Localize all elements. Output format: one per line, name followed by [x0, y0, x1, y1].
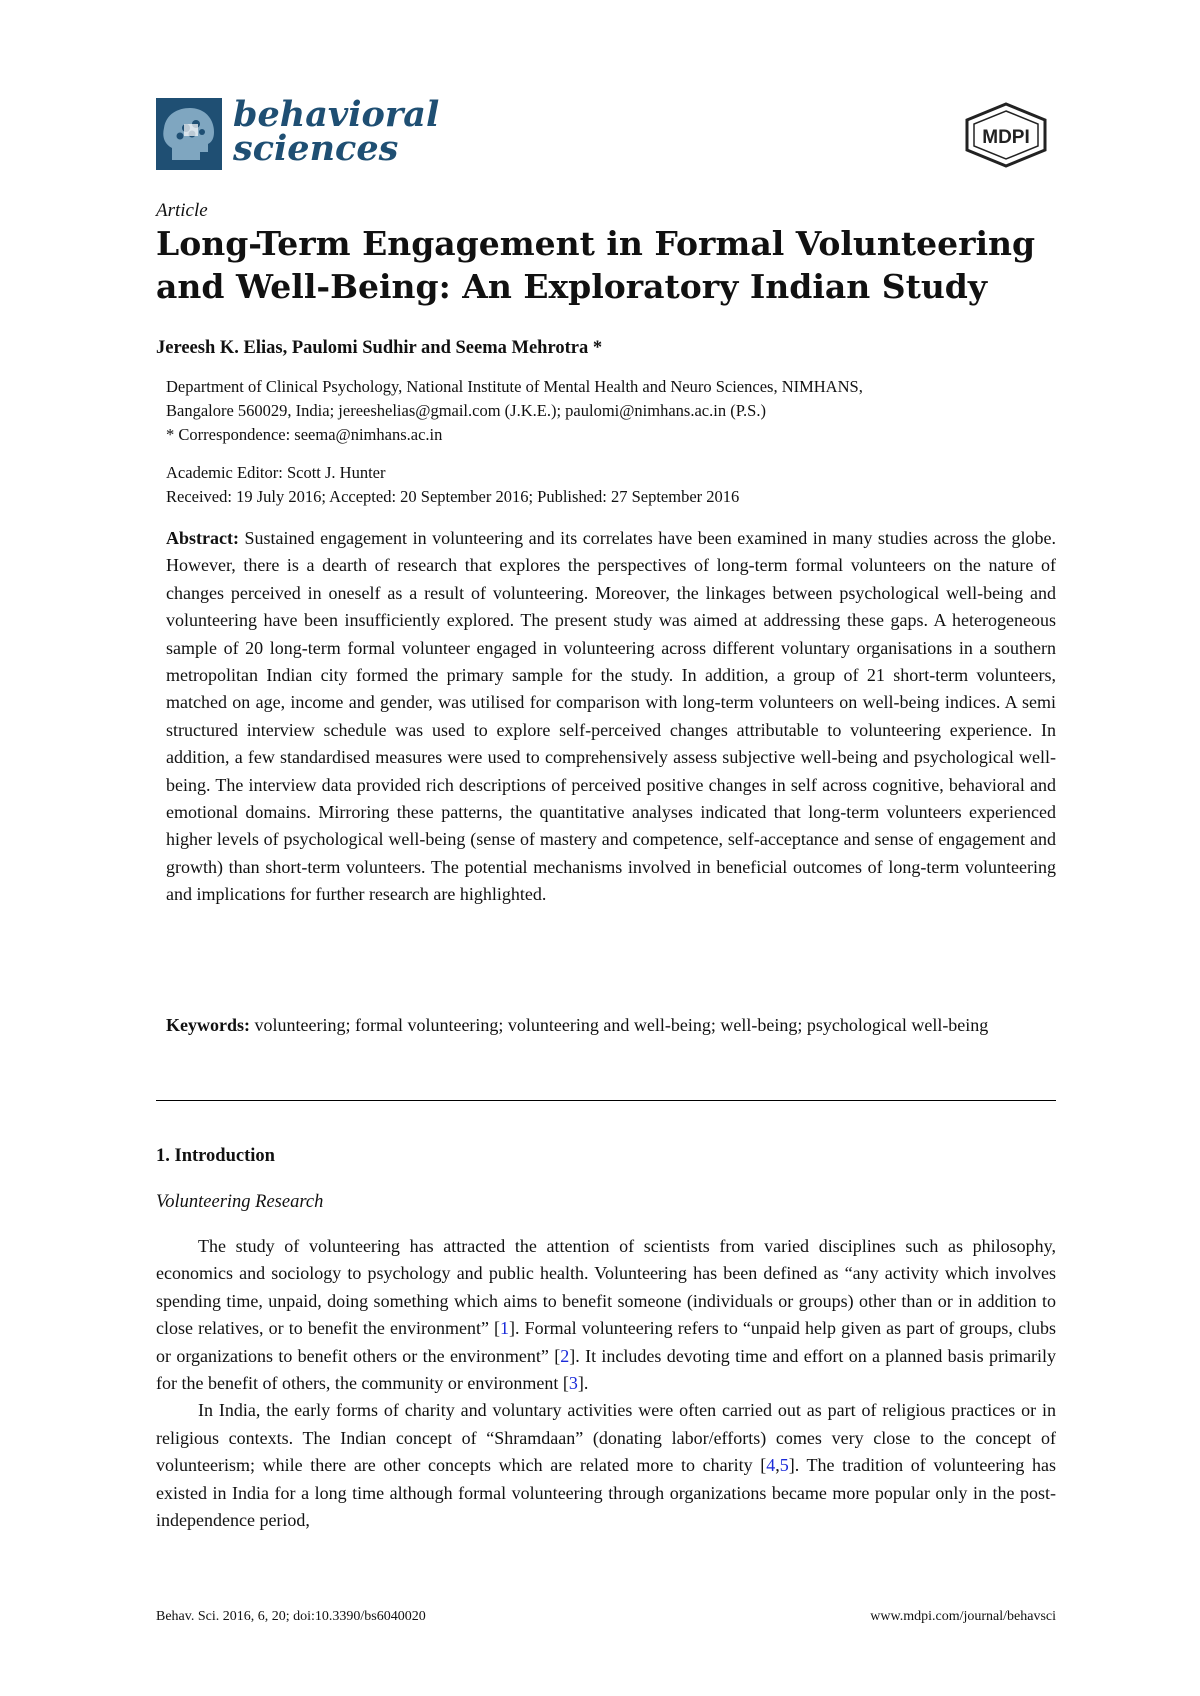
- paragraph-text: The study of volunteering has attracted the attention of scientists from varied disciplines such as philosophy, economics and sociology to psychology and public health. Volunteering has been defined as “any activity which involves spending time, unpaid, doing something which aims to benefit someone (individuals or groups) other than or in addition to close relatives, or to benefit the environment” [: [156, 1236, 1056, 1339]
- article-type: Article: [156, 200, 208, 221]
- section-divider: [156, 1100, 1056, 1101]
- author-list: Jereesh K. Elias, Paulomi Sudhir and Seema Mehrotra *: [156, 338, 603, 358]
- paragraph: [156, 1233, 1056, 1397]
- keywords-label: Keywords:: [166, 1015, 250, 1035]
- paragraph-text: ]. The tradition of volunteering has existed in India for a long time although formal volunteering through organizations became more popular only in the post-independence period,: [156, 1455, 1056, 1531]
- journal-name-line1: behavioral: [233, 94, 440, 135]
- mdpi-logo-icon: [963, 102, 1049, 168]
- abstract-text: Sustained engagement in volunteering and its correlates have been examined in many studies across the globe. However, there is a dearth of research that explores the perspectives of long-term formal volunteers on the nature of changes perceived in oneself as a result of volunteering. Moreover, the linkages between psychological well-being and volunteering have been insufficiently explored. The present study was aimed at addressing these gaps. A heterogeneous sample of 20 long-term formal volunteer engaged in volunteering across different voluntary organisations in a southern metropolitan Indian city formed the primary sample for the study. In addition, a group of 21 short-term volunteers, matched on age, income and gender, was utilised for comparison with long-term volunteers on well-being indices. A semi structured interview schedule was used to explore self-perceived changes attributable to volunteering experience. In addition, a few standardised measures were used to comprehensively assess subjective well-being and psychological well-being. The interview data provided rich descriptions of perceived positive changes in self across cognitive, behavioral and emotional domains. Mirroring these patterns, the quantitative analyses indicated that long-term volunteers experienced higher levels of psychological well-being (sense of mastery and competence, self-acceptance and sense of engagement and growth) than short-term volunteers. The potential mechanisms involved in beneficial outcomes of long-term volunteering and implications for further research are highlighted.: [166, 528, 1056, 905]
- citation-link[interactable]: 3: [568, 1373, 578, 1394]
- subsection-heading: Volunteering Research: [156, 1192, 324, 1212]
- paper-title: Long-Term Engagement in Formal Volunteering and Well-Being: An Exploratory Indian Study: [156, 224, 1036, 306]
- journal-name: [233, 94, 440, 169]
- mdpi-logo-text: MDPI: [982, 127, 1030, 148]
- abstract: [166, 525, 1056, 909]
- footer-url[interactable]: www.mdpi.com/journal/behavsci: [870, 1609, 1056, 1624]
- paragraph-text: ]. It includes devoting time and effort on a planned basis primarily for the benefit of others, the community or environment [: [156, 1345, 1057, 1394]
- body-text: [156, 1233, 1056, 1534]
- citation-link[interactable]: 1: [500, 1318, 510, 1339]
- journal-logo: [156, 98, 222, 170]
- citation-link[interactable]: 4: [766, 1455, 776, 1476]
- academic-editor: Academic Editor: Scott J. Hunter: [166, 463, 386, 482]
- paragraph-text: ].: [577, 1373, 589, 1394]
- section-heading: 1. Introduction: [156, 1146, 275, 1166]
- paragraph-text: ,: [775, 1455, 780, 1476]
- paragraph-text: In India, the early forms of charity and voluntary activities were often carried out as part of religious practices or in religious contexts. The Indian concept of “Shramdaan” (donating labor/efforts) comes very close to the concept of volunteerism; while there are other concepts which are related more to charity [: [156, 1400, 1056, 1476]
- keywords-text: volunteering; formal volunteering; volunteering and well-being; well-being; psychological well-being: [254, 1015, 989, 1035]
- journal-header: [156, 94, 1056, 178]
- citation-link[interactable]: 2: [560, 1345, 570, 1366]
- keywords: [166, 1012, 1056, 1039]
- paragraph-text: ]. Formal volunteering refers to “unpaid help given as part of groups, clubs or organizations to benefit others or the environment” [: [156, 1318, 1057, 1366]
- footer-citation: Behav. Sci. 2016, 6, 20; doi:10.3390/bs6040020: [156, 1609, 426, 1624]
- affiliation-block: [166, 375, 1056, 447]
- journal-name-line2: sciences: [233, 128, 399, 169]
- paragraph: [156, 1397, 1056, 1534]
- abstract-label: Abstract:: [166, 528, 239, 548]
- publication-info: [166, 461, 1056, 509]
- affiliation-line: Bangalore 560029, India; jereeshelias@gmail.com (J.K.E.); paulomi@nimhans.ac.in (P.S.): [166, 401, 766, 420]
- affiliation-line: Department of Clinical Psychology, National Institute of Mental Health and Neuro Sciences, NIMHANS,: [166, 377, 863, 396]
- correspondence: * Correspondence: seema@nimhans.ac.in: [166, 425, 443, 444]
- citation-link[interactable]: 5: [779, 1455, 789, 1476]
- publication-dates: Received: 19 July 2016; Accepted: 20 September 2016; Published: 27 September 2016: [166, 487, 740, 506]
- head-logo-icon: [156, 98, 222, 170]
